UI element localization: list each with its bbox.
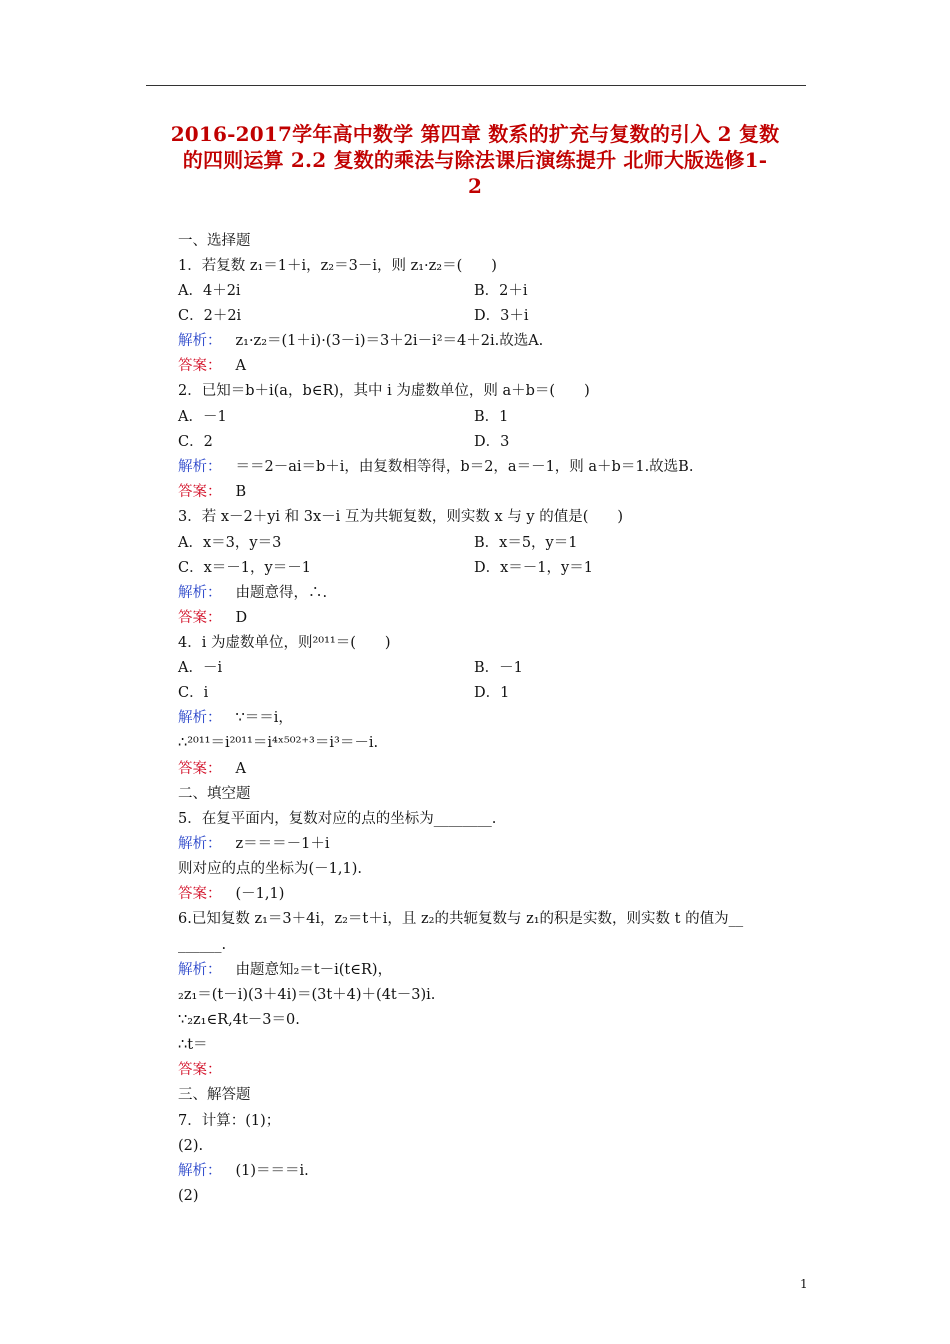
q4-analysis (178, 708, 293, 728)
q1-option-d: D．3＋i (474, 308, 529, 324)
q1-answer (178, 356, 246, 376)
q1-analysis-text: z₁·z₂＝(1＋i)·(3－i)＝3＋2i－i²＝4＋2i.故选A. (235, 333, 544, 349)
q4-answer-text: A (235, 761, 246, 777)
answer-label: 答案： (178, 484, 222, 500)
q2-answer (178, 482, 246, 502)
analysis-label: 解析： (178, 333, 222, 349)
q3-option-a: A．x＝3，y＝3 (178, 535, 282, 551)
section-heading-choice: 一、选择题 (178, 233, 251, 249)
q2-option-d: D．3 (474, 434, 510, 450)
q3-option-c: C．x＝－1，y＝－1 (178, 560, 311, 576)
q4-analysis-line2: ∴²⁰¹¹＝i²⁰¹¹＝i⁴ˣ⁵⁰²⁺³＝i³＝－i. (178, 735, 379, 751)
section-heading-fill: 二、填空题 (178, 786, 251, 802)
q3-answer-text: D (235, 610, 248, 626)
q5-analysis-line2: 则对应的点的坐标为(－1,1). (178, 861, 362, 877)
answer-label: 答案： (178, 761, 222, 777)
analysis-label: 解析： (178, 962, 222, 978)
q7-analysis-line2: (2) (178, 1188, 199, 1204)
q2-option-c: C．2 (178, 434, 213, 450)
q6-analysis (178, 960, 392, 980)
q2-answer-text: B (235, 484, 247, 500)
q6-stem-continued: ______. (178, 937, 227, 953)
q3-stem: 3．若 x－2＋yi 和 3x－i 互为共轭复数，则实数 x 与 y 的值是( ) (178, 509, 624, 525)
q3-option-d: D．x＝－1，y＝1 (474, 560, 593, 576)
q2-option-b: B．1 (474, 409, 509, 425)
q3-analysis-text: 由题意得，∴. (235, 585, 328, 601)
answer-label: 答案： (178, 886, 222, 902)
q4-option-c: C．i (178, 685, 209, 701)
q3-option-b: B．x＝5，y＝1 (474, 535, 578, 551)
page-number: 1 (800, 1277, 808, 1291)
q2-stem: 2．已知＝b＋i(a，b∈R)，其中 i 为虚数单位，则 a＋b＝( ) (178, 383, 590, 399)
q5-answer (178, 884, 284, 904)
q3-answer (178, 608, 247, 628)
title-line-1: 2016-2017学年高中数学 第四章 数系的扩充与复数的引入 2 复数 (170, 122, 780, 146)
q4-option-a: A．－i (178, 660, 223, 676)
answer-label: 答案： (178, 358, 222, 374)
header-rule (146, 85, 806, 86)
q3-analysis (178, 583, 327, 603)
analysis-label: 解析： (178, 459, 222, 475)
q6-analysis-line4: ∴t＝ (178, 1037, 208, 1053)
q6-analysis-line2: ₂z₁＝(t－i)(3＋4i)＝(3t＋4)＋(4t－3)i. (178, 987, 436, 1003)
q6-answer (178, 1060, 236, 1080)
q2-analysis (178, 457, 693, 477)
q7-stem: 7．计算：(1)； (178, 1113, 281, 1129)
section-heading-solve: 三、解答题 (178, 1087, 251, 1103)
q5-stem: 5．在复平面内，复数对应的点的坐标为________. (178, 811, 497, 827)
analysis-label: 解析： (178, 1163, 222, 1179)
q1-analysis (178, 331, 543, 351)
answer-label: 答案： (178, 1062, 222, 1078)
analysis-label: 解析： (178, 585, 222, 601)
document-title (140, 121, 810, 199)
q5-answer-text: (－1,1) (235, 886, 285, 902)
title-line-3: 2 (467, 174, 483, 198)
analysis-label: 解析： (178, 710, 222, 726)
q4-answer (178, 759, 246, 779)
q1-stem: 1．若复数 z₁＝1＋i，z₂＝3－i，则 z₁·z₂＝( ) (178, 258, 497, 274)
answer-label: 答案： (178, 610, 222, 626)
q5-analysis-text: z＝＝＝－1＋i (235, 836, 330, 852)
q1-answer-text: A (235, 358, 246, 374)
q1-option-c: C．2＋2i (178, 308, 242, 324)
q6-analysis-text: 由题意知₂＝t－i(t∈R)， (235, 962, 393, 978)
q4-option-d: D．1 (474, 685, 510, 701)
q7-analysis-text: (1)＝＝＝i. (235, 1163, 309, 1179)
q2-option-a: A．－1 (178, 409, 227, 425)
q6-analysis-line3: ∵₂z₁∈R,4t－3＝0. (178, 1012, 300, 1028)
q7-part2: (2). (178, 1138, 204, 1154)
q4-stem: 4．i 为虚数单位，则²⁰¹¹＝( ) (178, 635, 391, 651)
q6-stem: 6.已知复数 z₁＝3＋4i，z₂＝t＋i，且 z₂的共轭复数与 z₁的积是实数，则实数 t 的值为__ (178, 911, 744, 927)
q1-option-a: A．4＋2i (178, 283, 241, 299)
q5-analysis (178, 834, 330, 854)
q2-analysis-text: ＝＝2－ai＝b＋i，由复数相等得，b＝2，a＝－1，则 a＋b＝1.故选B. (235, 459, 694, 475)
analysis-label: 解析： (178, 836, 222, 852)
title-line-2: 的四则运算 2.2 复数的乘法与除法课后演练提升 北师大版选修1- (182, 148, 768, 172)
q7-analysis (178, 1161, 309, 1181)
q4-analysis-text: ∵＝＝i， (235, 710, 293, 726)
q4-option-b: B．－1 (474, 660, 523, 676)
q1-option-b: B．2＋i (474, 283, 528, 299)
